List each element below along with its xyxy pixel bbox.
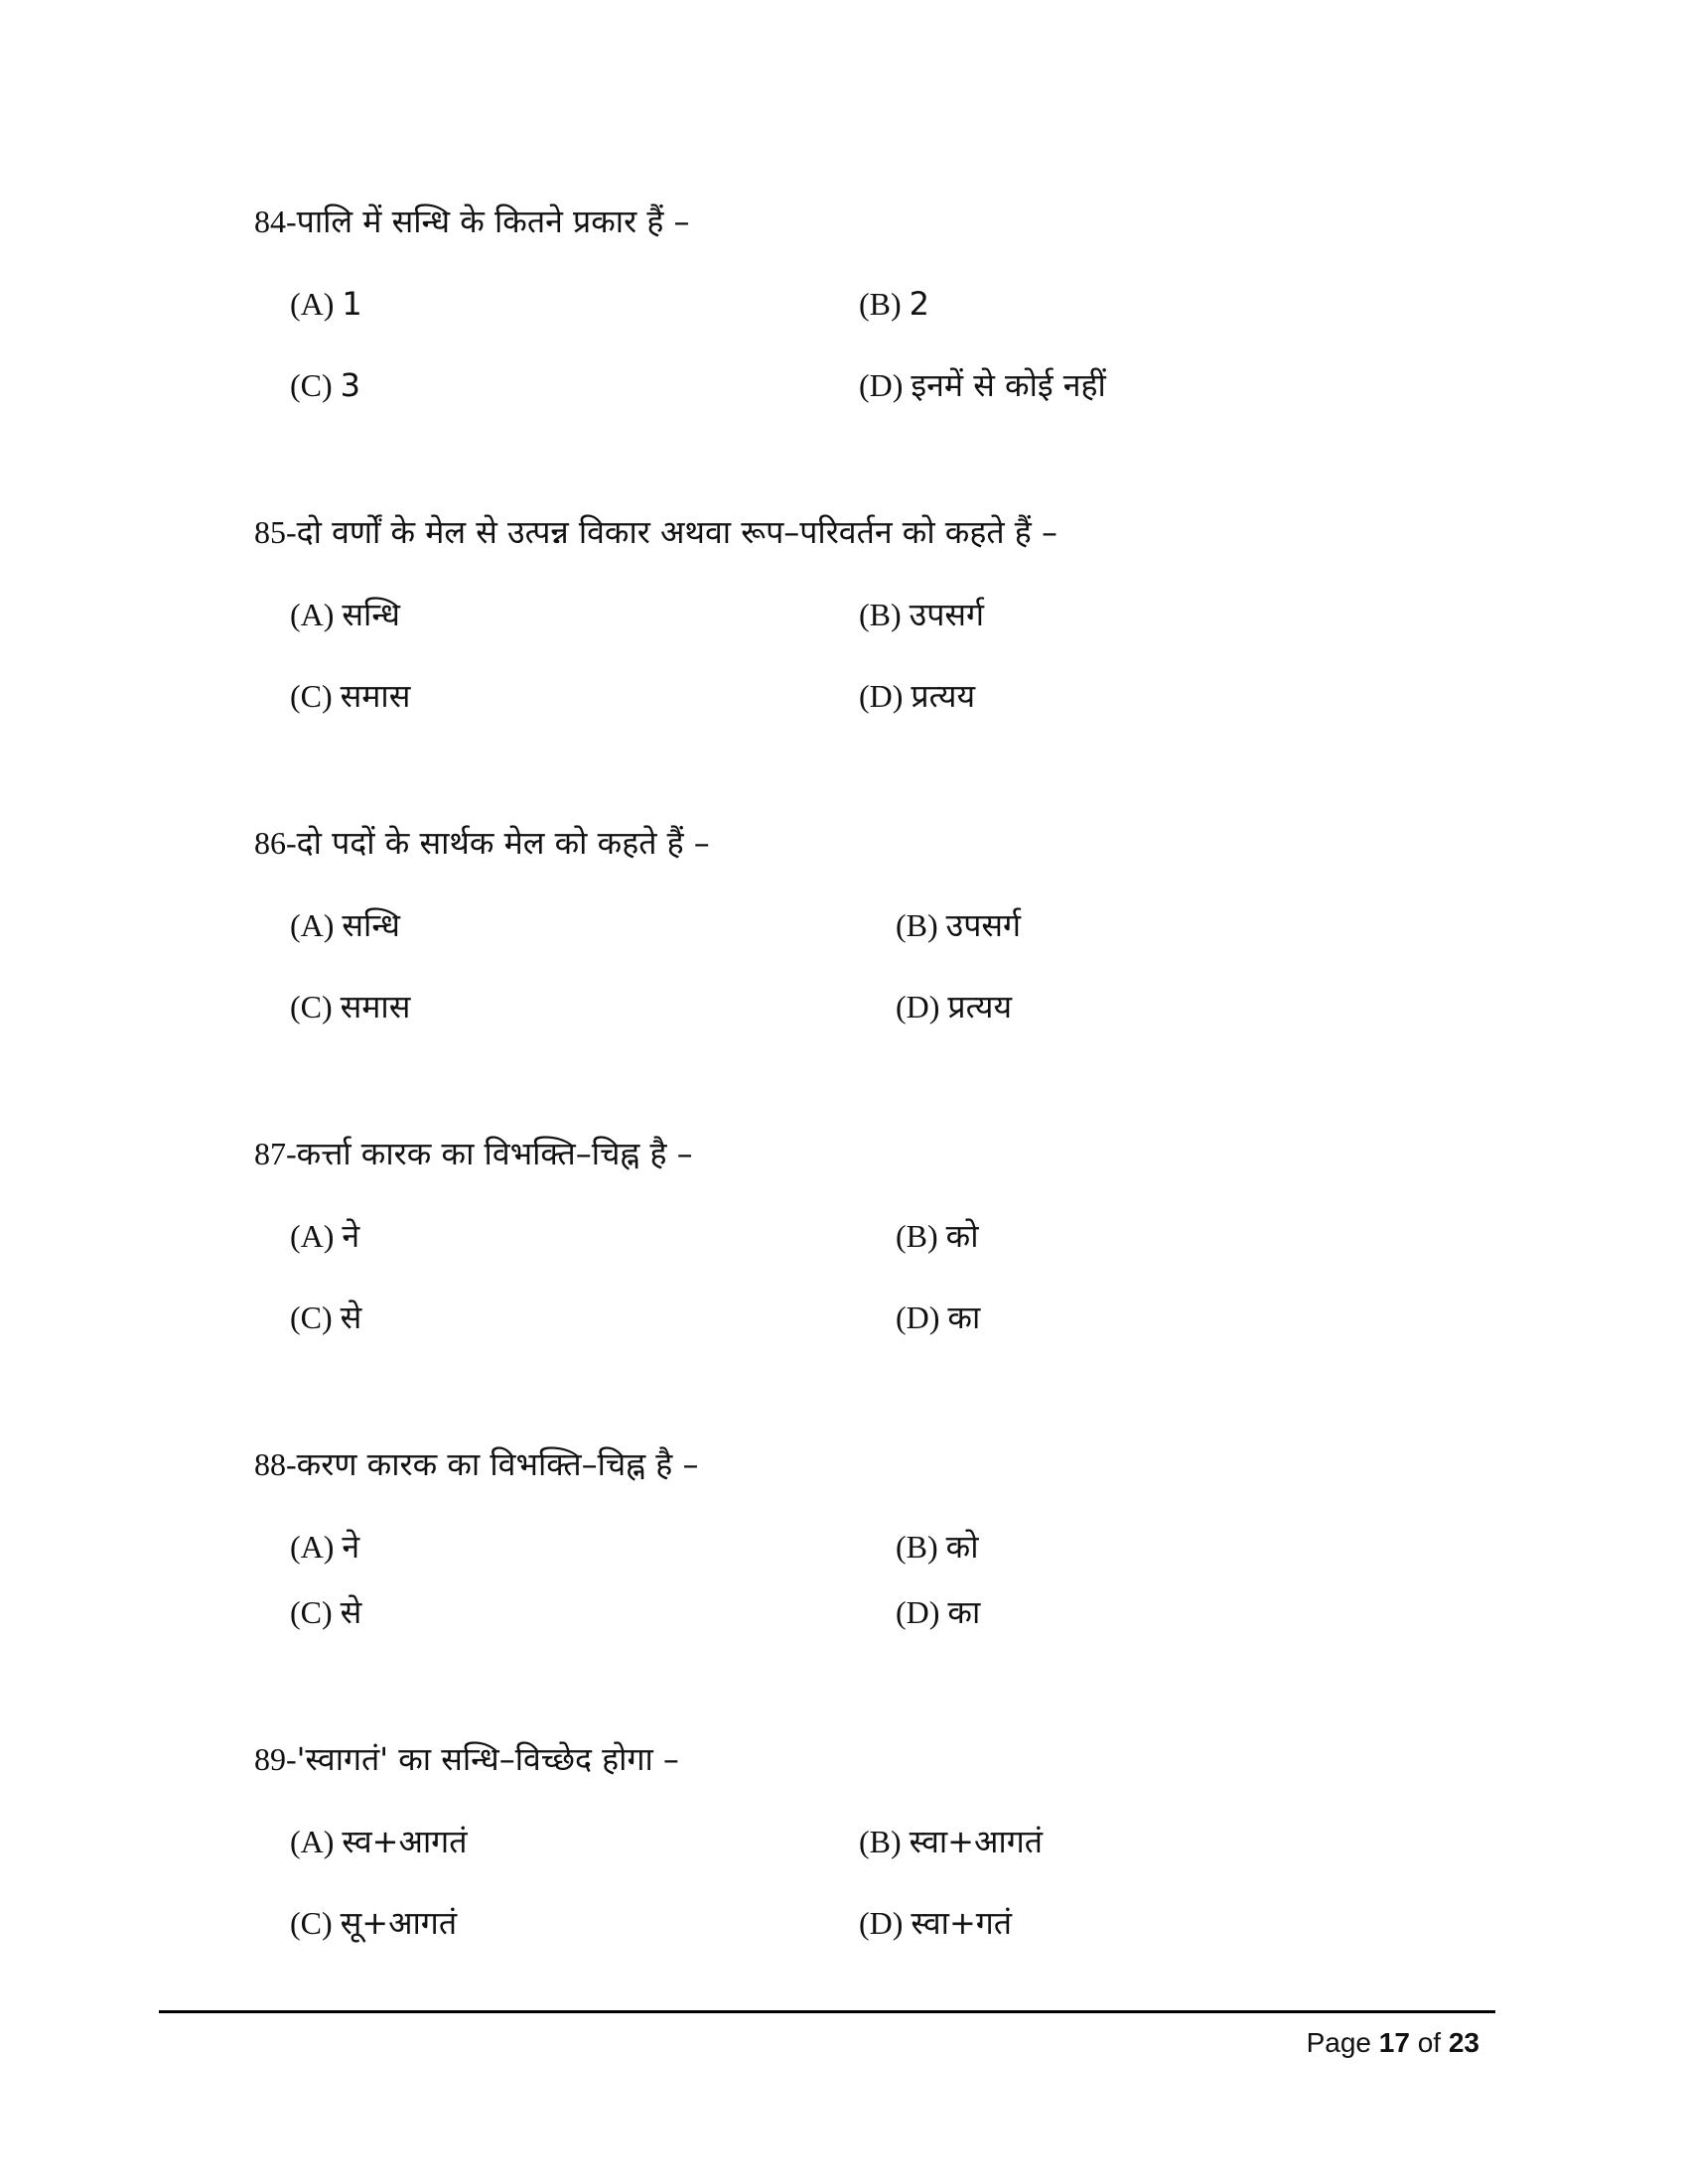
option-b[interactable] bbox=[859, 1820, 1043, 1863]
question-text bbox=[254, 510, 1466, 554]
option-label: (D) bbox=[896, 1594, 940, 1630]
option-c[interactable] bbox=[290, 985, 410, 1028]
option-label: (D) bbox=[859, 1905, 904, 1941]
option-text: समास bbox=[340, 988, 411, 1025]
option-label: (D) bbox=[859, 678, 904, 714]
option-text: ने bbox=[342, 1528, 360, 1566]
question-number: 89- bbox=[254, 1741, 297, 1777]
question-89 bbox=[254, 1737, 1466, 1781]
option-text: को bbox=[945, 1528, 979, 1566]
option-c[interactable] bbox=[290, 1590, 361, 1634]
question-number: 88- bbox=[254, 1446, 297, 1482]
option-label: (C) bbox=[290, 1905, 333, 1941]
option-d[interactable] bbox=[859, 1901, 1012, 1945]
option-label: (A) bbox=[290, 1529, 335, 1565]
option-a[interactable] bbox=[290, 1820, 467, 1863]
option-text: सन्धि bbox=[342, 906, 400, 944]
option-text: ने bbox=[342, 1217, 360, 1255]
option-text: से bbox=[340, 1593, 362, 1631]
option-label: (A) bbox=[290, 286, 335, 322]
option-label: (B) bbox=[859, 597, 902, 632]
page-word: Page bbox=[1306, 2027, 1371, 2058]
question-86 bbox=[254, 821, 1466, 865]
option-label: (B) bbox=[859, 286, 902, 322]
option-text: स्व+आगतं bbox=[342, 1823, 468, 1860]
option-d[interactable] bbox=[896, 985, 1012, 1028]
question-88 bbox=[254, 1442, 1466, 1486]
current-page-number: 17 bbox=[1378, 2027, 1410, 2058]
option-b[interactable] bbox=[896, 1525, 979, 1569]
option-b[interactable] bbox=[859, 282, 929, 326]
total-page-count: 23 bbox=[1448, 2027, 1479, 2058]
option-label: (D) bbox=[859, 367, 904, 403]
option-text: स्वा+गतं bbox=[911, 1904, 1013, 1942]
option-text: 2 bbox=[909, 285, 930, 323]
option-a[interactable] bbox=[290, 903, 400, 947]
question-stem: दो वर्णों के मेल से उत्पन्न विकार अथवा रूप–परिवर्तन को कहते हैं – bbox=[296, 513, 1057, 551]
option-text: से bbox=[340, 1298, 362, 1336]
question-number: 87- bbox=[254, 1136, 297, 1171]
option-text: उपसर्ग bbox=[945, 906, 1022, 944]
page-footer bbox=[1307, 2025, 1479, 2061]
option-b[interactable] bbox=[896, 1214, 979, 1258]
option-a[interactable] bbox=[290, 282, 362, 326]
option-a[interactable] bbox=[290, 1525, 359, 1569]
question-number: 86- bbox=[254, 825, 297, 861]
option-d[interactable] bbox=[859, 674, 975, 718]
option-a[interactable] bbox=[290, 593, 400, 636]
option-text: प्रत्यय bbox=[947, 988, 1013, 1025]
option-text: का bbox=[947, 1298, 981, 1336]
option-c[interactable] bbox=[290, 1901, 457, 1945]
option-label: (A) bbox=[290, 1218, 335, 1254]
option-label: (A) bbox=[290, 907, 335, 943]
option-label: (B) bbox=[859, 1824, 902, 1859]
option-text: इनमें से कोई नहीं bbox=[911, 366, 1106, 404]
of-word: of bbox=[1417, 2027, 1442, 2058]
option-c[interactable] bbox=[290, 674, 410, 718]
option-d[interactable] bbox=[859, 363, 1106, 407]
option-text: का bbox=[947, 1593, 981, 1631]
option-label: (C) bbox=[290, 1594, 333, 1630]
question-stem: दो पदों के सार्थक मेल को कहते हैं – bbox=[296, 824, 710, 862]
option-label: (D) bbox=[896, 1299, 940, 1335]
option-a[interactable] bbox=[290, 1214, 359, 1258]
option-label: (B) bbox=[896, 907, 938, 943]
question-87 bbox=[254, 1132, 1466, 1175]
option-b[interactable] bbox=[859, 593, 984, 636]
option-label: (B) bbox=[896, 1529, 938, 1565]
question-text bbox=[254, 1442, 1466, 1486]
option-text: सू+आगतं bbox=[340, 1904, 458, 1942]
option-text: उपसर्ग bbox=[909, 596, 985, 633]
option-label: (D) bbox=[896, 989, 940, 1024]
option-text: प्रत्यय bbox=[911, 677, 976, 715]
question-text bbox=[254, 821, 1466, 865]
option-label: (B) bbox=[896, 1218, 938, 1254]
option-label: (C) bbox=[290, 1299, 333, 1335]
footer-divider bbox=[159, 2010, 1495, 2013]
option-c[interactable] bbox=[290, 363, 360, 407]
question-text bbox=[254, 1737, 1466, 1781]
option-label: (A) bbox=[290, 1824, 335, 1859]
option-b[interactable] bbox=[896, 903, 1021, 947]
question-stem: 'स्वागतं' का सन्धि–विच्छेद होगा – bbox=[296, 1740, 679, 1778]
option-d[interactable] bbox=[896, 1590, 980, 1634]
option-text: 3 bbox=[340, 366, 361, 404]
option-d[interactable] bbox=[896, 1296, 980, 1339]
question-85 bbox=[254, 510, 1466, 554]
option-label: (A) bbox=[290, 597, 335, 632]
option-text: समास bbox=[340, 677, 411, 715]
question-stem: कर्त्ता कारक का विभक्ति–चिह्न है – bbox=[296, 1135, 693, 1172]
option-label: (C) bbox=[290, 367, 333, 403]
option-label: (C) bbox=[290, 678, 333, 714]
option-text: सन्धि bbox=[342, 596, 400, 633]
question-text bbox=[254, 1132, 1466, 1175]
question-number: 85- bbox=[254, 514, 297, 550]
option-text: स्वा+आगतं bbox=[909, 1823, 1043, 1860]
question-stem: पालि में सन्धि के कितने प्रकार हैं – bbox=[296, 203, 690, 240]
option-text: को bbox=[945, 1217, 979, 1255]
question-stem: करण कारक का विभक्ति–चिह्न है – bbox=[296, 1445, 699, 1483]
option-label: (C) bbox=[290, 989, 333, 1024]
option-c[interactable] bbox=[290, 1296, 361, 1339]
question-84 bbox=[254, 200, 1466, 243]
option-text: 1 bbox=[342, 285, 362, 323]
question-number: 84- bbox=[254, 204, 297, 239]
question-text bbox=[254, 200, 1466, 243]
